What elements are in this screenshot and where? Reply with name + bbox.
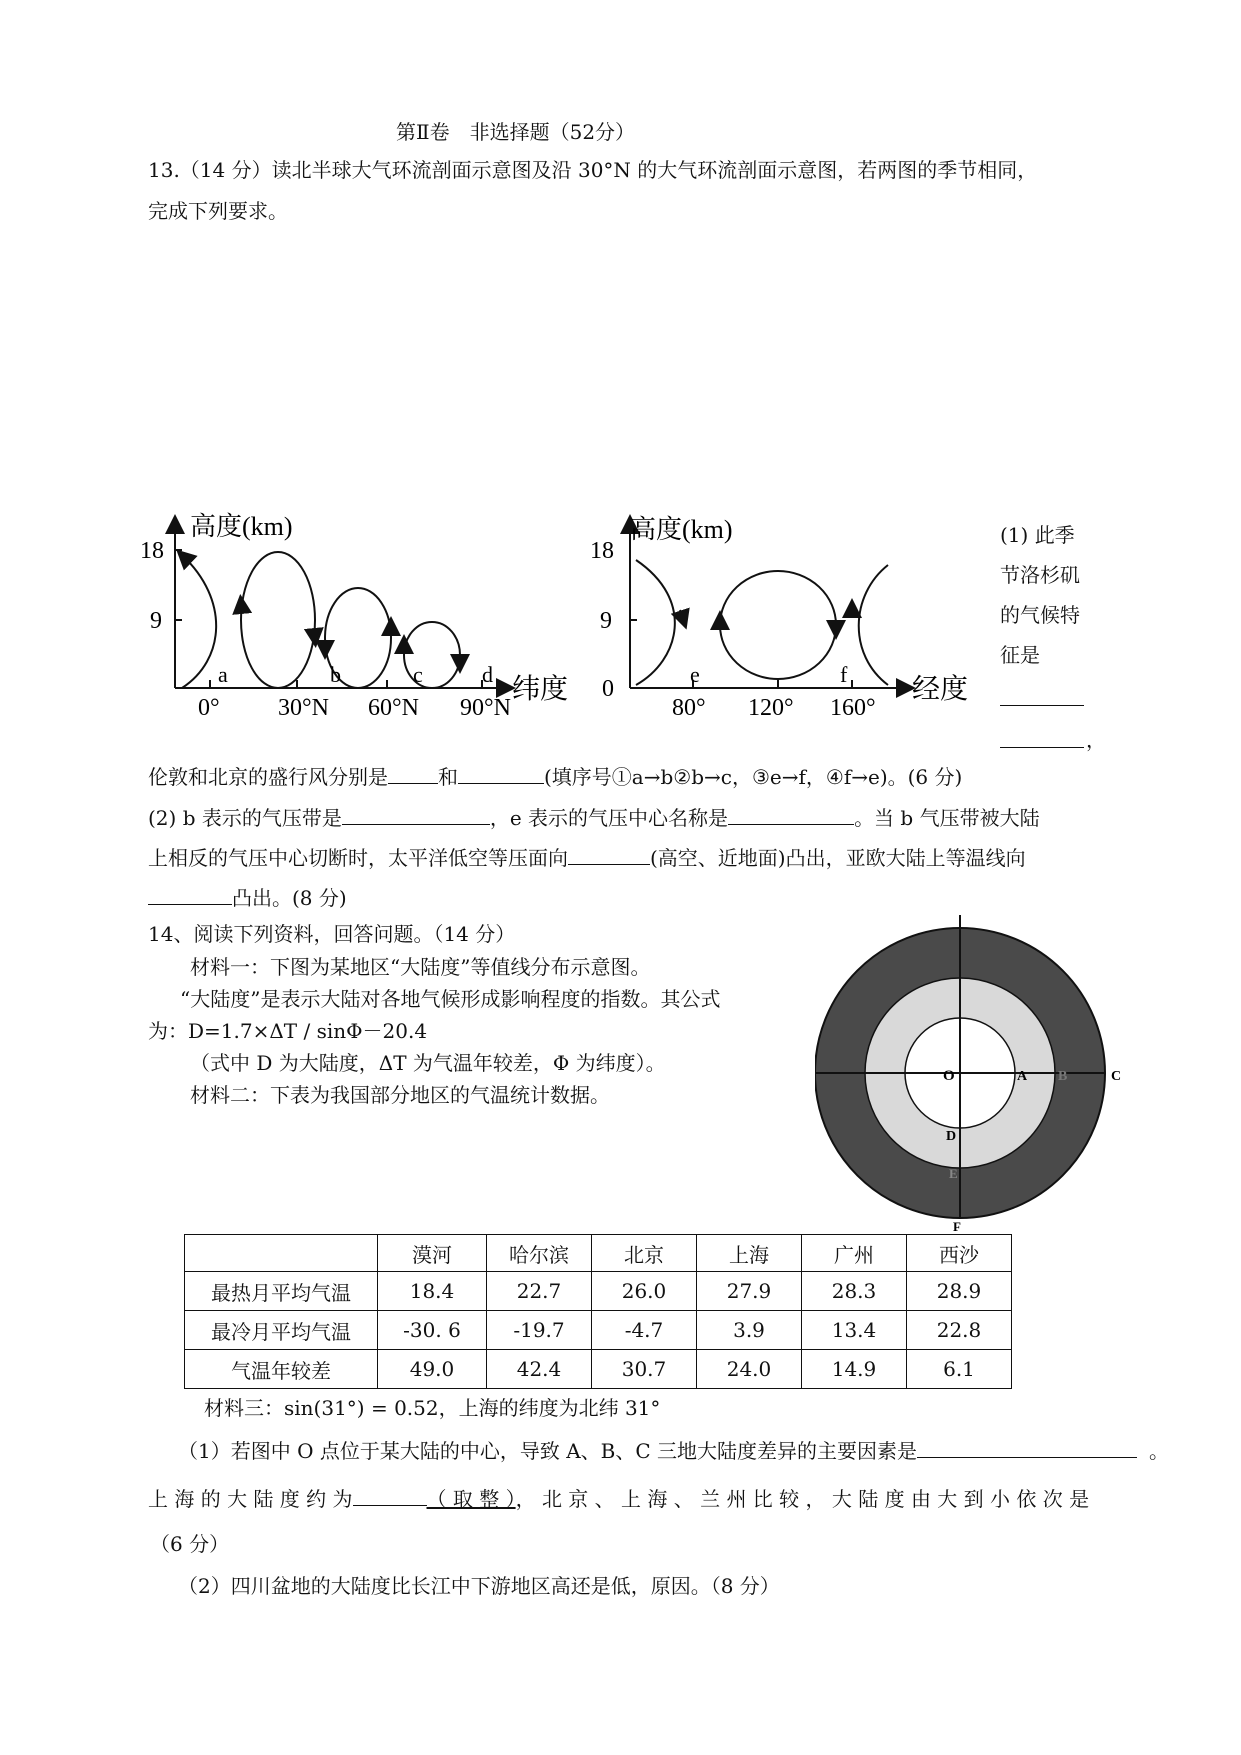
table-header-cell: 漠河 [378, 1235, 487, 1272]
q13-p2-text-b: ，e 表示的气压中心名称是 [489, 806, 729, 830]
q13-p2-text: (2) b 表示的气压带是 [148, 806, 342, 830]
y-axis-label-2: 高度(km) [630, 515, 733, 544]
answer-blank-pressure-center[interactable] [728, 806, 854, 825]
table-header-cell: 广州 [802, 1235, 907, 1272]
q14-formula: 为：D=1.7×ΔT / sinΦ－20.4 [148, 1019, 428, 1043]
q14-material1: 材料一：下图为某地区“大陆度”等值线分布示意图。 [190, 955, 651, 979]
x-tick-30n: 30°N [278, 695, 329, 721]
answer-blank-beijing[interactable] [458, 765, 544, 784]
q14-q1-text: （1）若图中 O 点位于某大陆的中心，导致 A、B、C 三地大陆度差异的主要因素是 [178, 1439, 917, 1463]
y-tick-9-2: 9 [600, 608, 612, 634]
label-d: D [946, 1129, 957, 1144]
q14-q1b-compare: ， 北 京 、 上 海 、 兰 州 比 较 ， 大 陆 度 由 大 到 小 依 次 是 [515, 1487, 1090, 1511]
q14-title: 14、阅读下列资料，回答问题。（14 分） [148, 922, 516, 946]
x-axis-label: 纬度 [512, 674, 569, 705]
q14-material2: 材料二：下表为我国部分地区的气温统计数据。 [190, 1083, 610, 1107]
q13-p3 [148, 846, 1026, 868]
table-row [185, 1350, 1012, 1389]
q14-question1 [178, 1439, 1169, 1461]
q14-material1-def: “大陆度”是表示大陆对各地气候形成影响程度的指数。其公式 [180, 987, 721, 1011]
label-a: A [1017, 1069, 1028, 1084]
q14-q1-end: 。 [1149, 1439, 1169, 1463]
point-d: d [482, 662, 493, 687]
point-f: f [840, 662, 848, 687]
x-tick-160: 160° [830, 695, 876, 721]
q14-question2: （2）四川盆地的大陆度比长江中下游地区高还是低，原因。（8 分） [178, 1574, 780, 1598]
table-header-row [185, 1235, 1012, 1272]
table-cell: 最热月平均气温 [185, 1272, 378, 1311]
table-header-cell: 西沙 [907, 1235, 1012, 1272]
x-tick-0: 0° [198, 695, 220, 721]
table-header-cell: 上海 [697, 1235, 802, 1272]
q13-p1 [148, 765, 962, 787]
table-cell: 13.4 [802, 1311, 907, 1350]
q13-p1-text: 伦敦和北京的盛行风分别是 [148, 765, 388, 789]
q13-side-line3: 的气候特 [1000, 603, 1080, 627]
answer-blank-climate-2[interactable] [1000, 727, 1084, 748]
answer-blank-factor[interactable] [917, 1439, 1137, 1458]
table-cell: 6.1 [907, 1350, 1012, 1389]
x-axis-label-2: 经度 [912, 674, 969, 705]
q14-question1-b [148, 1487, 1089, 1509]
table-cell: -19.7 [487, 1311, 592, 1350]
label-e: E [949, 1166, 958, 1181]
q14-material3: 材料三：sin(31°) = 0.52，上海的纬度为北纬 31° [204, 1396, 661, 1420]
q13-text-line2: 完成下列要求。 [148, 199, 288, 223]
q13-side-line1: (1) 此季 [1000, 523, 1075, 547]
answer-blank-isobar[interactable] [568, 846, 650, 865]
q14-formula-note: （式中 D 为大陆度，ΔT 为气温年较差，Φ 为纬度）。 [190, 1051, 666, 1075]
y-tick-18: 18 [140, 538, 164, 564]
table-cell: 42.4 [487, 1350, 592, 1389]
x-tick-80: 80° [672, 695, 706, 721]
q13-p3-text: 上相反的气压中心切断时，太平洋低空等压面向 [148, 846, 568, 870]
x-tick-60n: 60°N [368, 695, 419, 721]
y-tick-0-2: 0 [602, 676, 614, 702]
label-o: O [943, 1068, 955, 1084]
q13-p4-text: 凸出。(8 分) [232, 886, 347, 910]
answer-blank-climate-1[interactable] [1000, 685, 1084, 706]
x-tick-90n: 90°N [460, 695, 511, 721]
answer-blank-isotherm[interactable] [148, 886, 232, 905]
table-cell: 49.0 [378, 1350, 487, 1389]
table-row [185, 1311, 1012, 1350]
point-b: b [330, 662, 341, 687]
table-cell: 18.4 [378, 1272, 487, 1311]
answer-blank-shanghai-index[interactable] [353, 1487, 427, 1506]
table-header-cell: 北京 [592, 1235, 697, 1272]
table-cell: 24.0 [697, 1350, 802, 1389]
q13-p1-options: (填序号①a→b②b→c，③e→f，④f→e)。(6 分) [544, 765, 963, 789]
table-cell: -4.7 [592, 1311, 697, 1350]
x-tick-120: 120° [748, 695, 794, 721]
q13-p2-text-c: 。当 b 气压带被大陆 [854, 806, 1040, 830]
q13-side-line2: 节洛杉矶 [1000, 563, 1080, 587]
q14-q1b-round: （ 取 整 ） [426, 1487, 516, 1511]
table-cell: 14.9 [802, 1350, 907, 1389]
table-cell: 22.8 [907, 1311, 1012, 1350]
y-tick-9: 9 [150, 608, 162, 634]
q13-p2 [148, 806, 1040, 828]
table-cell: -30. 6 [378, 1311, 487, 1350]
q13-p4 [148, 886, 347, 908]
q13-text-line1: 13.（14 分）读北半球大气环流剖面示意图及沿 30°N 的大气环流剖面示意图，若两图的季节相同， [148, 158, 1038, 182]
table-cell: 22.7 [487, 1272, 592, 1311]
y-axis-label: 高度(km) [190, 512, 293, 541]
q14-q1b-text: 上 海 的 大 陆 度 约 为 [148, 1487, 353, 1511]
table-cell: 26.0 [592, 1272, 697, 1311]
table-cell: 28.3 [802, 1272, 907, 1311]
q13-side-line4: 征是 [1000, 643, 1040, 667]
table-cell: 27.9 [697, 1272, 802, 1311]
table-cell: 最冷月平均气温 [185, 1311, 378, 1350]
section-title: 第Ⅱ卷 非选择题（52分） [396, 120, 636, 144]
temperature-table [184, 1234, 1012, 1389]
label-c: C [1111, 1069, 1122, 1084]
table-cell: 气温年较差 [185, 1350, 378, 1389]
q13-p3-text-b: (高空、近地面)凸出，亚欧大陆上等温线向 [650, 846, 1026, 870]
point-c: c [413, 662, 423, 687]
answer-blank-london[interactable] [388, 765, 438, 784]
q14-score: （6 分） [150, 1532, 230, 1556]
comma: ， [1086, 728, 1106, 752]
point-e: e [690, 662, 700, 687]
point-a: a [218, 662, 228, 687]
table-row [185, 1272, 1012, 1311]
table-header-cell: 哈尔滨 [487, 1235, 592, 1272]
circulation-diagram-longitude [590, 510, 990, 725]
q13-p1-and: 和 [438, 765, 458, 789]
table-cell: 3.9 [697, 1311, 802, 1350]
circulation-diagram-latitude [130, 510, 590, 725]
table-cell: 28.9 [907, 1272, 1012, 1311]
answer-blank-pressure-belt[interactable] [342, 806, 490, 825]
table-header-cell [185, 1235, 378, 1272]
label-f: F [953, 1219, 961, 1234]
continentality-diagram [815, 915, 1135, 1235]
label-b: B [1058, 1069, 1068, 1084]
y-tick-18-2: 18 [590, 538, 614, 564]
table-cell: 30.7 [592, 1350, 697, 1389]
